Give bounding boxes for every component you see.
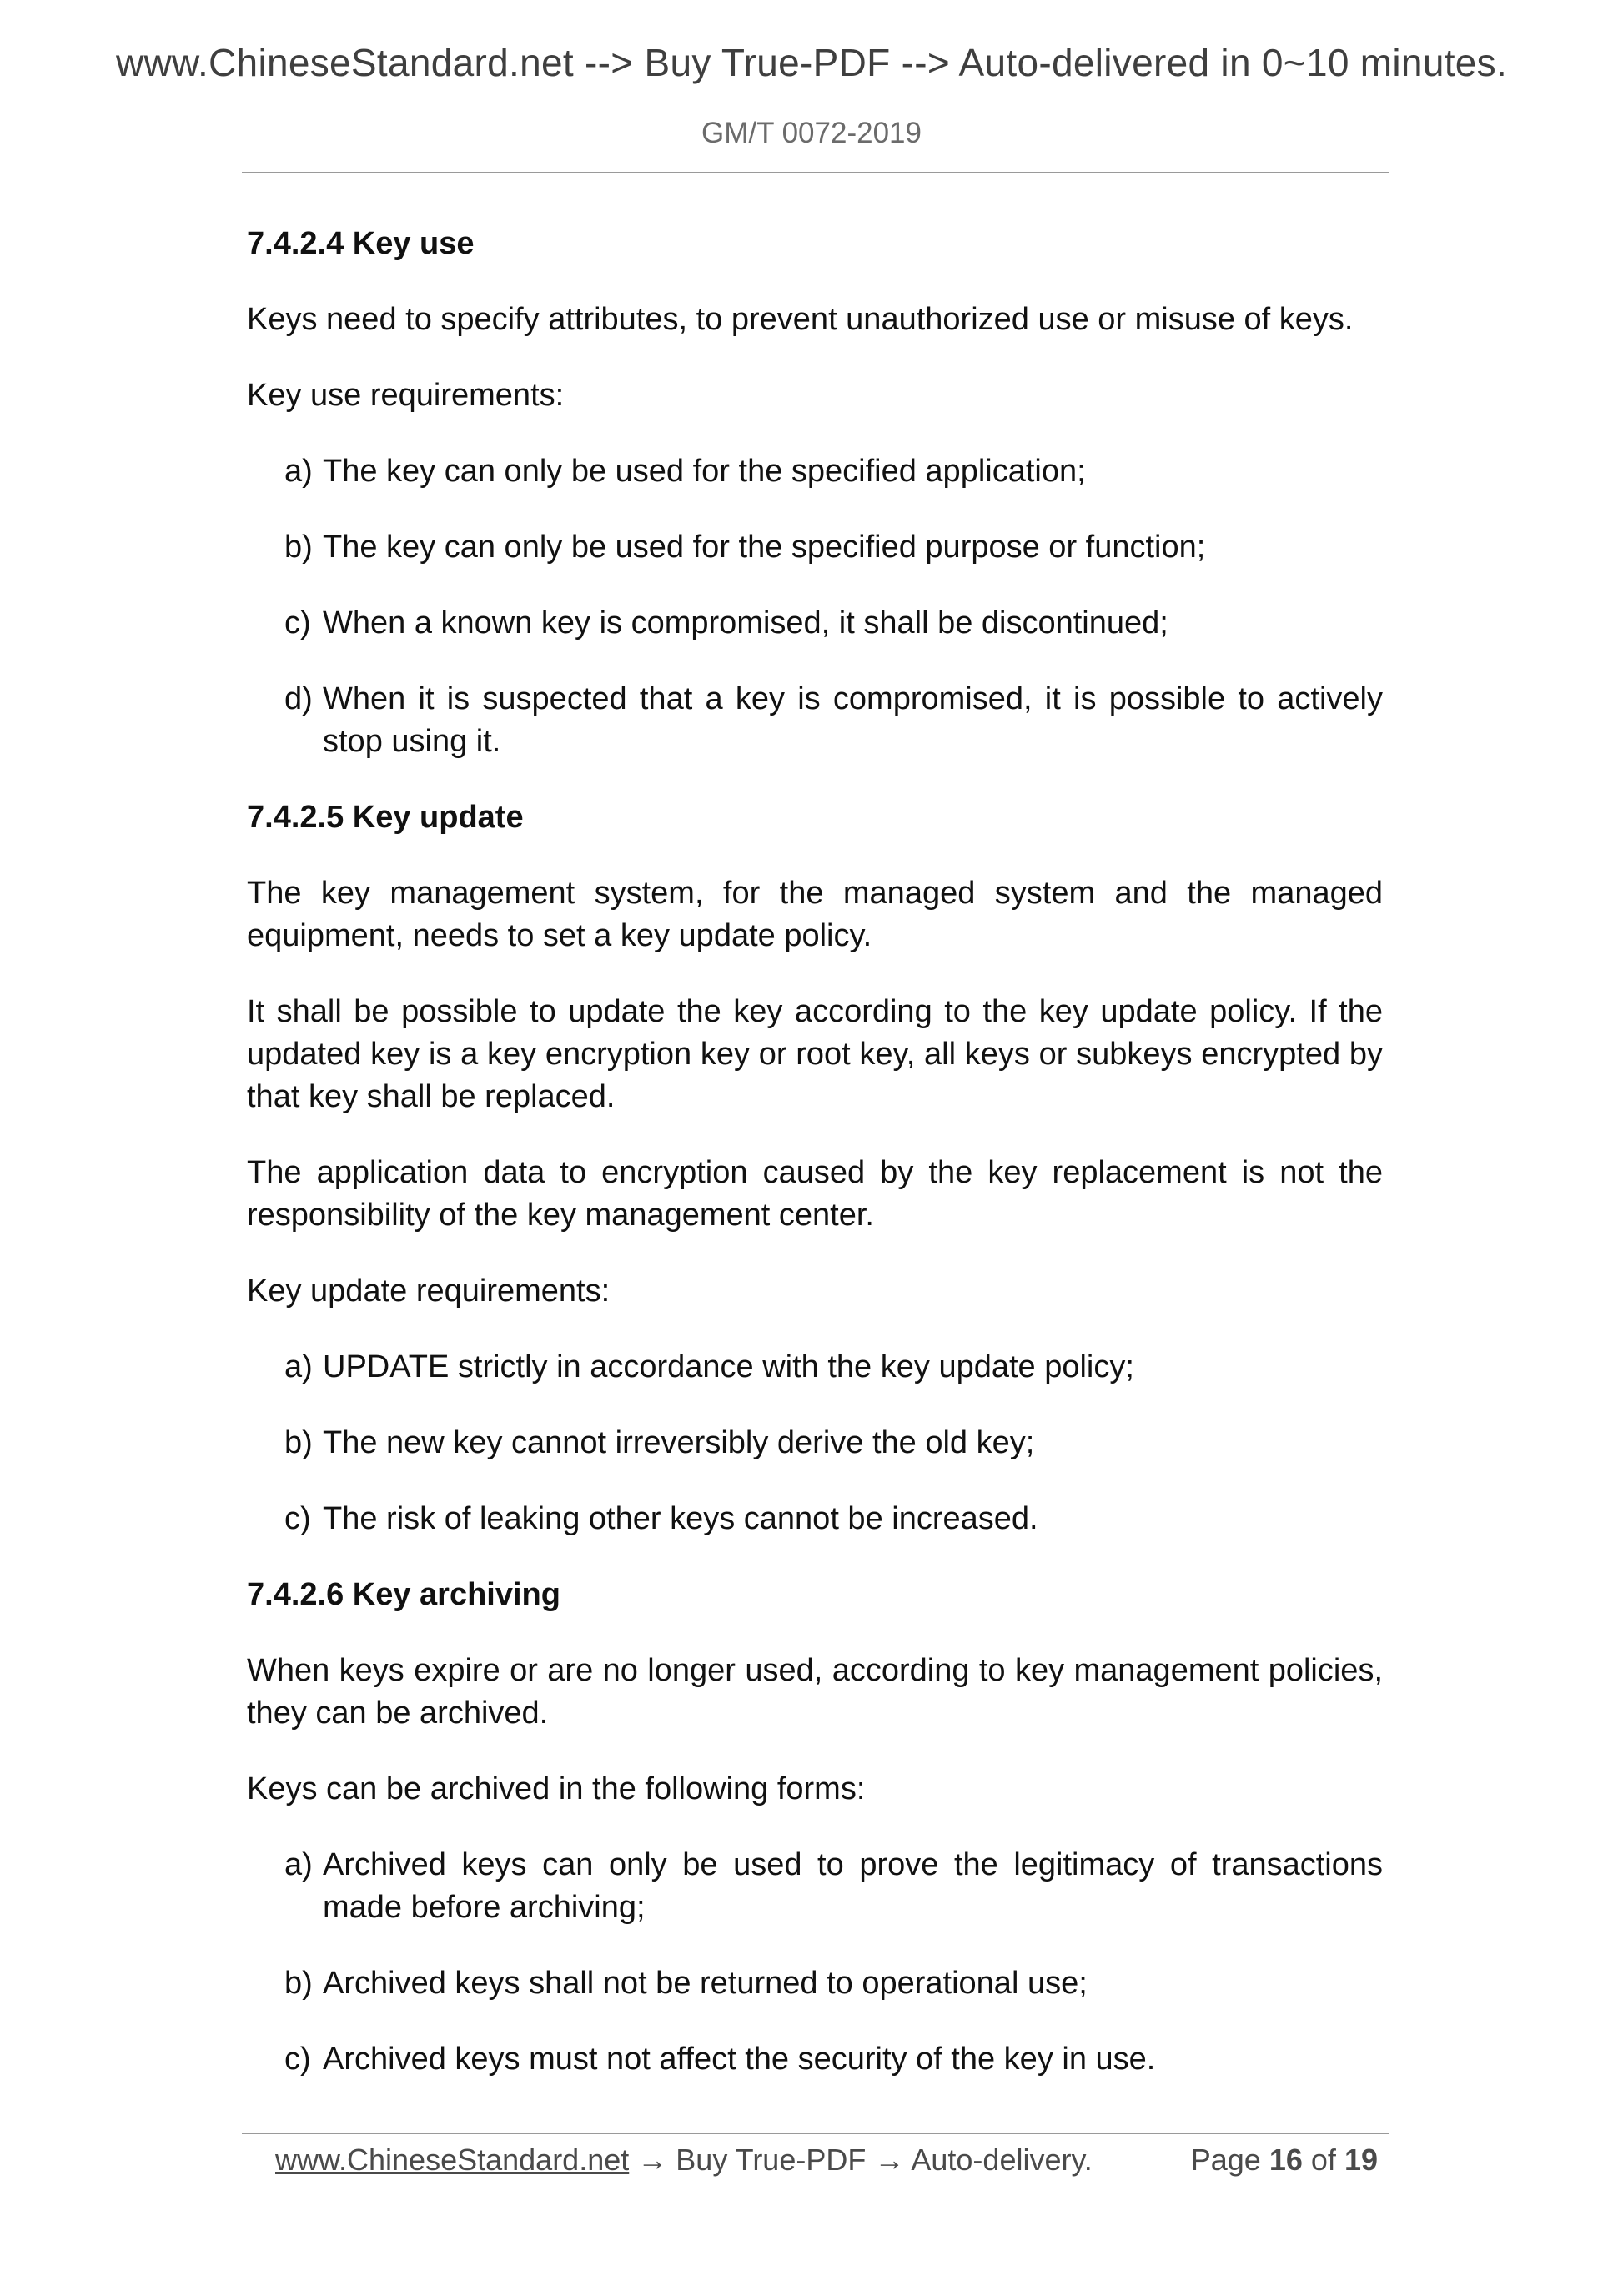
page-content: [247, 204, 1383, 2114]
list-item: [284, 602, 1383, 645]
list-item: [284, 450, 1383, 493]
list-text: Archived keys must not affect the security of the key in use.: [323, 2042, 1156, 2077]
footer-buy-text: Buy True-PDF: [676, 2143, 867, 2177]
list-marker: b): [284, 530, 313, 565]
page-indicator: [1191, 2135, 1378, 2185]
paragraph: Keys can be archived in the following forms:: [247, 1771, 866, 1806]
list-marker: d): [284, 681, 313, 716]
list-marker: b): [284, 1966, 313, 2001]
list-item: [284, 1498, 1383, 1540]
list-marker: c): [284, 605, 311, 641]
section-heading-key-use: 7.4.2.4 Key use: [247, 226, 475, 261]
list-text: The key can only be used for the specified purpose or function;: [323, 530, 1206, 565]
page-footer: [275, 2135, 1384, 2185]
paragraph: When keys expire or are no longer used, according to key management policies, they can be archived.: [247, 1653, 1383, 1731]
footer-delivery-text: Auto-delivery.: [911, 2143, 1093, 2177]
total-pages: 19: [1344, 2143, 1378, 2177]
of-label: of: [1310, 2143, 1336, 2177]
list-text: The risk of leaking other keys cannot be increased.: [323, 1501, 1038, 1536]
top-banner: www.ChineseStandard.net --> Buy True-PDF --> Auto-delivered in 0~10 minutes.: [115, 41, 1508, 84]
list-item: [284, 1844, 1383, 1929]
list-item: [284, 1346, 1383, 1389]
list-item: [284, 678, 1383, 763]
arrow-right-icon: →: [637, 2143, 668, 2177]
list-marker: c): [284, 2042, 311, 2077]
list-text: When a known key is compromised, it shall be discontinued;: [323, 605, 1168, 641]
list-text: The new key cannot irreversibly derive the old key;: [323, 1425, 1035, 1460]
list-text: Archived keys shall not be returned to operational use;: [323, 1966, 1088, 2001]
list-text: Archived keys can only be used to prove the legitimacy of transactions made before archiving;: [323, 1847, 1383, 1925]
page-label: Page: [1190, 2143, 1261, 2177]
list-text: When it is suspected that a key is compromised, it is possible to actively stop using it.: [323, 681, 1383, 759]
document-code: GM/T 0072-2019: [701, 117, 922, 149]
list-marker: a): [284, 454, 313, 489]
paragraph: It shall be possible to update the key according to the key update policy. If the updated key is a key encryption key or root key, all keys or subkeys encrypted by that key shall be replaced.: [247, 994, 1383, 1114]
paragraph: Key use requirements:: [247, 378, 565, 413]
list-item: [284, 2038, 1383, 2081]
list-marker: c): [284, 1501, 311, 1536]
list-text: The key can only be used for the specified application;: [323, 454, 1086, 489]
paragraph: The key management system, for the managed system and the managed equipment, needs to set a key update policy.: [247, 876, 1383, 953]
footer-divider: [242, 2133, 1389, 2134]
section-heading-key-archiving: 7.4.2.6 Key archiving: [247, 1577, 560, 1612]
list-item: [284, 526, 1383, 569]
list-item: [284, 1422, 1383, 1465]
paragraph: Key update requirements:: [247, 1274, 611, 1309]
header-divider: [242, 172, 1389, 173]
section-heading-key-update: 7.4.2.5 Key update: [247, 800, 524, 835]
list-marker: a): [284, 1349, 313, 1384]
page-number: 16: [1269, 2143, 1303, 2177]
footer-site-link[interactable]: www.ChineseStandard.net: [275, 2143, 630, 2177]
list-text: UPDATE strictly in accordance with the key update policy;: [323, 1349, 1134, 1384]
arrow-right-icon: →: [874, 2143, 905, 2177]
paragraph: The application data to encryption caused by the key replacement is not the responsibility of the key management center.: [247, 1155, 1383, 1233]
list-marker: b): [284, 1425, 313, 1460]
paragraph: Keys need to specify attributes, to prevent unauthorized use or misuse of keys.: [247, 302, 1354, 337]
list-marker: a): [284, 1847, 313, 1882]
footer-promo: [275, 2135, 1093, 2185]
list-item: [284, 1962, 1383, 2005]
